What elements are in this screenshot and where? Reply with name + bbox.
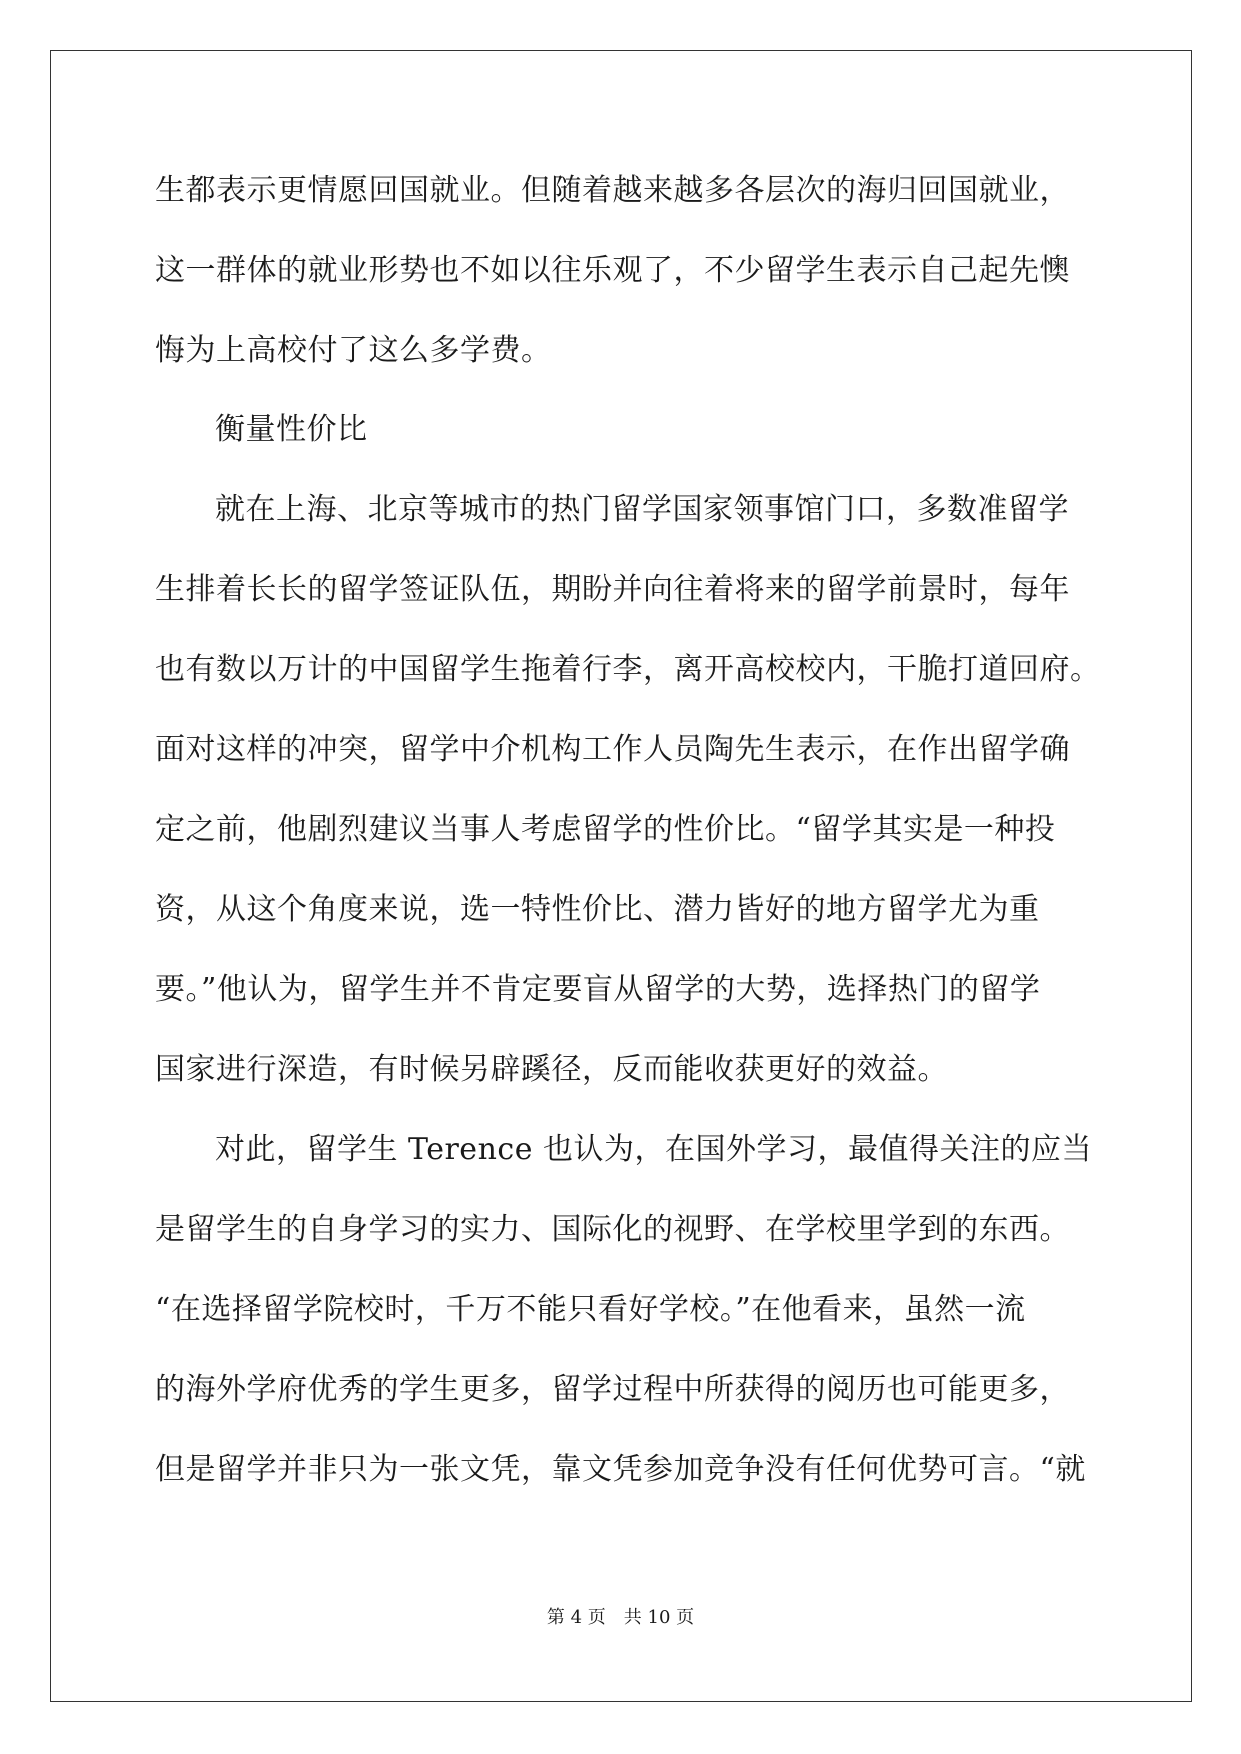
paragraph-line: 资，从这个角度来说，选一特性价比、潜力皆好的地方留学尤为重 — [155, 892, 1040, 927]
paragraph-line: 面对这样的冲突，留学中介机构工作人员陶先生表示，在作出留学确 — [155, 732, 1070, 767]
section-heading: 衡量性价比 — [215, 412, 368, 447]
paragraph-line: 定之前，他剧烈建议当事人考虑留学的性价比。“留学其实是一种投 — [155, 812, 1056, 847]
paragraph-line: 就在上海、北京等城市的热门留学国家领事馆门口，多数准留学 — [215, 492, 1069, 527]
paragraph-line: 生都表示更情愿回国就业。但随着越来越多各层次的海归回国就业， — [155, 173, 1070, 208]
page-number-footer: 第 4 页 共 10 页 — [546, 1607, 695, 1628]
paragraph-line: 要。”他认为，留学生并不肯定要盲从留学的大势，选择热门的留学 — [155, 972, 1041, 1007]
paragraph-line: 悔为上高校付了这么多学费。 — [155, 333, 552, 368]
paragraph-line: “在选择留学院校时，千万不能只看好学校。”在他看来，虽然一流 — [155, 1292, 1026, 1327]
paragraph-line: 也有数以万计的中国留学生拖着行李，离开高校校内，干脆打道回府。 — [155, 652, 1101, 687]
paragraph-line: 对此，留学生 Terence 也认为，在国外学习，最值得关注的应当 — [215, 1132, 1092, 1167]
paragraph-line: 是留学生的自身学习的实力、国际化的视野、在学校里学到的东西。 — [155, 1212, 1070, 1247]
paragraph-line: 国家进行深造，有时候另辟蹊径，反而能收获更好的效益。 — [155, 1052, 948, 1087]
paragraph-line: 的海外学府优秀的学生更多，留学过程中所获得的阅历也可能更多， — [155, 1372, 1070, 1407]
paragraph-line: 但是留学并非只为一张文凭，靠文凭参加竞争没有任何优势可言。“就 — [155, 1452, 1086, 1487]
paragraph-line: 生排着长长的留学签证队伍，期盼并向往着将来的留学前景时，每年 — [155, 572, 1070, 607]
paragraph-line: 这一群体的就业形势也不如以往乐观了，不少留学生表示自己起先懊 — [155, 253, 1070, 288]
